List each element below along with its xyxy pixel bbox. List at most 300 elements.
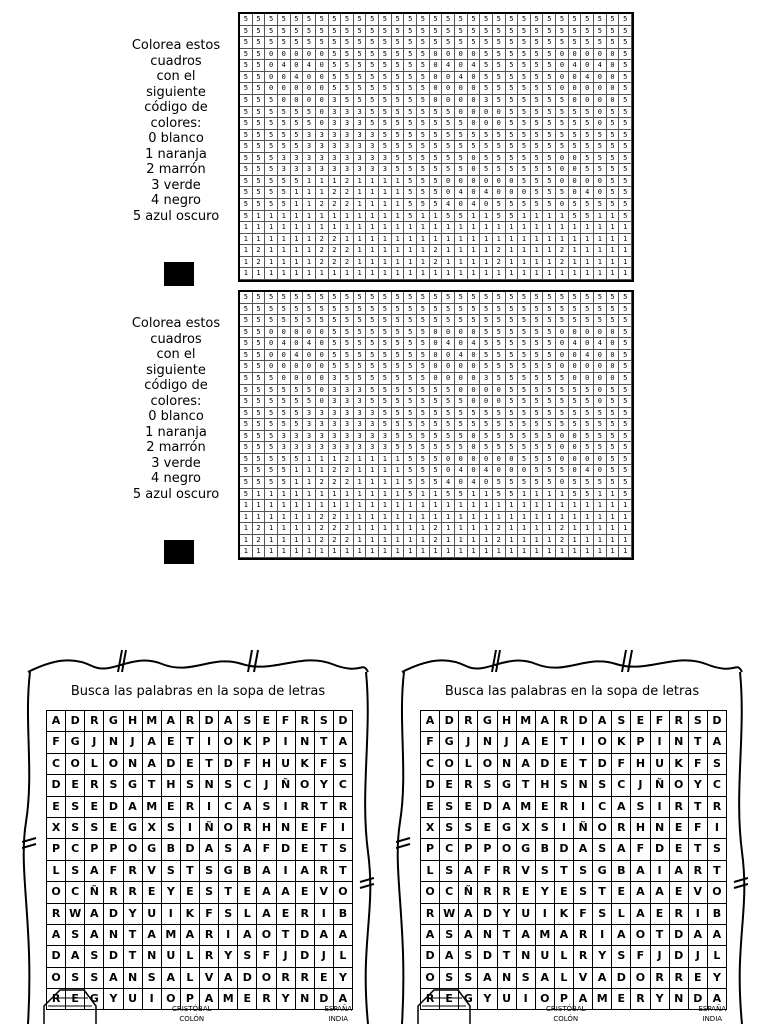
grid-cell: 0 — [518, 465, 531, 477]
letter-cell: Y — [651, 989, 670, 1010]
grid-cell: 5 — [619, 419, 632, 431]
grid-cell: 0 — [556, 72, 569, 84]
letter-cell: S — [536, 818, 555, 839]
letter-cell: R — [296, 711, 315, 732]
color-by-number-panel — [118, 286, 638, 564]
grid-cell: 1 — [543, 211, 556, 223]
grid-cell: 5 — [619, 477, 632, 489]
grid-cell: 5 — [556, 141, 569, 153]
letter-cell: V — [574, 968, 593, 989]
grid-cell: 5 — [253, 408, 266, 420]
letter-cell: O — [334, 882, 353, 903]
grid-cell: 5 — [341, 95, 354, 107]
grid-cell: 0 — [291, 95, 304, 107]
letter-cell: K — [612, 732, 631, 753]
grid-cell: 1 — [543, 500, 556, 512]
grid-cell: 0 — [442, 327, 455, 339]
grid-cell: 5 — [480, 26, 493, 38]
grid-cell: 5 — [253, 465, 266, 477]
grid-cell: 5 — [493, 60, 506, 72]
letter-cell: S — [574, 882, 593, 903]
letter-cell: R — [670, 904, 689, 925]
grid-cell: 4 — [468, 338, 481, 350]
grid-cell: 1 — [354, 211, 367, 223]
grid-cell: 5 — [253, 49, 266, 61]
grid-cell: 5 — [619, 26, 632, 38]
grid-cell: 3 — [379, 164, 392, 176]
color-legend — [118, 38, 234, 224]
letter-row — [47, 904, 353, 925]
grid-cell: 0 — [430, 350, 443, 362]
grid-cell: 5 — [506, 361, 519, 373]
grid-cell: 5 — [278, 176, 291, 188]
letter-cell: A — [334, 989, 353, 1010]
letter-cell: N — [498, 754, 517, 775]
letter-cell: P — [47, 839, 66, 860]
letter-cell: O — [631, 968, 650, 989]
grid-cell: 1 — [442, 245, 455, 257]
grid-cell: 5 — [278, 26, 291, 38]
grid-cell: 5 — [404, 361, 417, 373]
grid-cell: 0 — [556, 327, 569, 339]
letter-cell: P — [181, 989, 200, 1010]
legend-line: 0 blanco — [148, 409, 204, 424]
grid-cell: 5 — [468, 292, 481, 304]
letter-cell: L — [708, 946, 727, 967]
letter-cell: A — [238, 925, 257, 946]
letter-cell: M — [219, 989, 238, 1010]
letter-cell: T — [181, 732, 200, 753]
grid-cell: 5 — [404, 14, 417, 26]
grid-cell: 5 — [366, 304, 379, 316]
letter-cell: E — [651, 904, 670, 925]
letter-cell: S — [66, 925, 85, 946]
letter-cell: Y — [334, 968, 353, 989]
letter-cell: G — [66, 732, 85, 753]
grid-cell: 5 — [506, 26, 519, 38]
grid-cell: 1 — [518, 489, 531, 501]
grid-cell: 5 — [480, 37, 493, 49]
letter-cell: I — [574, 797, 593, 818]
grid-cell: 0 — [569, 442, 582, 454]
letter-cell: T — [517, 775, 536, 796]
grid-cell: 0 — [594, 95, 607, 107]
grid-cell: 3 — [278, 164, 291, 176]
grid-cell: 1 — [556, 268, 569, 280]
grid-cell: 5 — [341, 49, 354, 61]
grid-cell: 5 — [417, 95, 430, 107]
grid-cell: 5 — [506, 327, 519, 339]
grid-cell: 0 — [607, 83, 620, 95]
letter-cell: E — [478, 818, 497, 839]
grid-cell: 1 — [417, 523, 430, 535]
grid-cell: 5 — [379, 72, 392, 84]
grid-cell: 5 — [581, 199, 594, 211]
grid-cell: 1 — [303, 187, 316, 199]
letter-cell: E — [459, 797, 478, 818]
grid-cell: 5 — [253, 431, 266, 443]
grid-cell: 1 — [341, 268, 354, 280]
grid-cell: 5 — [417, 176, 430, 188]
letter-cell: V — [143, 861, 162, 882]
grid-cell: 1 — [265, 234, 278, 246]
grid-cell: 5 — [556, 37, 569, 49]
grid-cell: 4 — [291, 72, 304, 84]
grid-cell: 3 — [354, 442, 367, 454]
grid-cell: 0 — [607, 49, 620, 61]
grid-cell: 5 — [392, 153, 405, 165]
grid-cell: 4 — [581, 465, 594, 477]
grid-cell: 1 — [531, 546, 544, 558]
grid-cell: 0 — [506, 176, 519, 188]
grid-cell: 5 — [366, 396, 379, 408]
legend-line: 1 naranja — [145, 424, 207, 440]
grid-cell: 3 — [341, 408, 354, 420]
grid-cell: 5 — [581, 37, 594, 49]
letter-cell: I — [536, 904, 555, 925]
grid-cell: 1 — [291, 546, 304, 558]
grid-cell: 1 — [354, 465, 367, 477]
letter-cell: T — [124, 946, 143, 967]
grid-cell: 5 — [278, 292, 291, 304]
grid-cell: 5 — [619, 454, 632, 466]
grid-cell: 5 — [417, 431, 430, 443]
grid-cell: 5 — [379, 419, 392, 431]
color-legend — [118, 316, 234, 502]
grid-cell: 5 — [253, 37, 266, 49]
letter-cell: M — [536, 925, 555, 946]
grid-cell: 1 — [392, 245, 405, 257]
grid-cell: 1 — [278, 535, 291, 547]
letter-cell: D — [478, 946, 497, 967]
grid-cell: 5 — [240, 489, 253, 501]
grid-cell: 5 — [607, 292, 620, 304]
letter-cell: S — [612, 711, 631, 732]
grid-cell: 1 — [366, 187, 379, 199]
grid-cell: 1 — [354, 546, 367, 558]
grid-cell: 5 — [543, 385, 556, 397]
grid-cell: 5 — [581, 408, 594, 420]
grid-cell: 1 — [493, 512, 506, 524]
grid-cell: 0 — [468, 164, 481, 176]
grid-cell: 5 — [619, 72, 632, 84]
grid-cell: 0 — [556, 338, 569, 350]
grid-cell: 5 — [455, 315, 468, 327]
grid-cell: 2 — [341, 465, 354, 477]
grid-cell: 0 — [480, 107, 493, 119]
grid-cell: 2 — [341, 523, 354, 535]
word-item: COLÓN — [179, 1015, 205, 1023]
grid-cell: 5 — [417, 338, 430, 350]
letter-cell: D — [478, 797, 497, 818]
grid-cell: 5 — [442, 118, 455, 130]
letter-cell: R — [47, 904, 66, 925]
grid-cell: 1 — [265, 245, 278, 257]
grid-cell: 5 — [253, 14, 266, 26]
grid-cell: 1 — [379, 257, 392, 269]
grid-cell: 3 — [316, 442, 329, 454]
grid-cell: 1 — [366, 546, 379, 558]
grid-cell: 5 — [417, 419, 430, 431]
grid-cell: 5 — [556, 396, 569, 408]
letter-row — [421, 797, 727, 818]
letter-cell: S — [219, 904, 238, 925]
grid-cell: 5 — [480, 315, 493, 327]
grid-cell: 4 — [455, 187, 468, 199]
grid-cell: 5 — [518, 304, 531, 316]
grid-cell: 5 — [506, 107, 519, 119]
grid-cell: 1 — [291, 465, 304, 477]
grid-cell: 0 — [303, 350, 316, 362]
grid-cell: 5 — [240, 373, 253, 385]
grid-cell: 5 — [531, 176, 544, 188]
grid-cell: 5 — [417, 454, 430, 466]
grid-cell: 5 — [240, 37, 253, 49]
grid-cell: 5 — [493, 164, 506, 176]
letter-cell: B — [536, 839, 555, 860]
grid-cell: 1 — [303, 512, 316, 524]
grid-cell: 5 — [594, 153, 607, 165]
grid-cell: 5 — [619, 489, 632, 501]
letter-cell: A — [689, 925, 708, 946]
grid-cell: 1 — [341, 489, 354, 501]
grid-cell: 1 — [329, 500, 342, 512]
grid-cell: 0 — [316, 72, 329, 84]
grid-cell: 1 — [607, 523, 620, 535]
grid-cell: 5 — [607, 408, 620, 420]
grid-cell: 0 — [581, 95, 594, 107]
grid-cell: 1 — [404, 257, 417, 269]
grid-cell: 5 — [366, 95, 379, 107]
grid-cell: 5 — [506, 130, 519, 142]
grid-cell: 1 — [556, 512, 569, 524]
grid-cell: 5 — [379, 49, 392, 61]
grid-cell: 1 — [607, 211, 620, 223]
grid-cell: 5 — [240, 350, 253, 362]
grid-cell: 1 — [341, 211, 354, 223]
grid-cell: 5 — [619, 292, 632, 304]
grid-cell: 5 — [240, 118, 253, 130]
grid-cell: 4 — [442, 199, 455, 211]
letter-cell: M — [517, 711, 536, 732]
grid-cell: 5 — [619, 211, 632, 223]
grid-cell: 5 — [531, 130, 544, 142]
letter-cell: S — [440, 797, 459, 818]
grid-cell: 3 — [329, 442, 342, 454]
grid-cell: 0 — [468, 361, 481, 373]
grid-cell: 5 — [278, 37, 291, 49]
letter-cell: S — [593, 775, 612, 796]
grid-cell: 1 — [417, 535, 430, 547]
grid-cell: 5 — [569, 396, 582, 408]
letter-cell: J — [651, 946, 670, 967]
grid-cell: 0 — [442, 83, 455, 95]
grid-cell: 1 — [594, 523, 607, 535]
letter-cell: E — [181, 882, 200, 903]
grid-cell: 0 — [468, 465, 481, 477]
grid-cell: 5 — [417, 26, 430, 38]
letter-cell: A — [708, 732, 727, 753]
grid-cell: 1 — [278, 245, 291, 257]
grid-cell: 5 — [278, 385, 291, 397]
grid-cell: 5 — [392, 385, 405, 397]
grid-cell: 0 — [569, 187, 582, 199]
grid-cell: 5 — [430, 408, 443, 420]
letter-cell: E — [85, 797, 104, 818]
grid-cell: 5 — [253, 26, 266, 38]
grid-cell: 5 — [392, 141, 405, 153]
grid-cell: 5 — [480, 49, 493, 61]
grid-cell: 1 — [392, 500, 405, 512]
grid-cell: 1 — [455, 512, 468, 524]
grid-cell: 2 — [329, 512, 342, 524]
letter-cell: A — [66, 946, 85, 967]
grid-cell: 1 — [392, 477, 405, 489]
word-item: CRISTÓBAL — [546, 1005, 586, 1013]
grid-cell: 2 — [556, 245, 569, 257]
grid-cell: 5 — [531, 26, 544, 38]
grid-cell: 5 — [291, 176, 304, 188]
letter-cell: A — [536, 711, 555, 732]
grid-cell: 5 — [531, 419, 544, 431]
grid-cell: 5 — [417, 72, 430, 84]
grid-cell: 1 — [316, 187, 329, 199]
grid-cell: 1 — [265, 523, 278, 535]
grid-cell: 5 — [506, 72, 519, 84]
grid-cell: 1 — [480, 234, 493, 246]
grid-cell: 2 — [341, 477, 354, 489]
grid-cell: 4 — [480, 465, 493, 477]
grid-cell: 1 — [417, 268, 430, 280]
grid-cell: 5 — [493, 350, 506, 362]
grid-cell: 5 — [493, 14, 506, 26]
letter-cell: D — [670, 946, 689, 967]
grid-cell: 5 — [240, 153, 253, 165]
grid-cell: 1 — [506, 512, 519, 524]
grid-cell: 5 — [518, 164, 531, 176]
grid-cell: 5 — [354, 361, 367, 373]
grid-cell: 1 — [581, 245, 594, 257]
grid-cell: 5 — [506, 373, 519, 385]
grid-cell: 5 — [404, 373, 417, 385]
grid-cell: 1 — [594, 257, 607, 269]
grid-cell: 1 — [417, 512, 430, 524]
letter-cell: H — [631, 818, 650, 839]
grid-cell: 0 — [468, 442, 481, 454]
letter-cell: A — [143, 754, 162, 775]
grid-cell: 5 — [316, 14, 329, 26]
grid-cell: 5 — [417, 292, 430, 304]
grid-cell: 5 — [518, 327, 531, 339]
grid-cell: 5 — [543, 130, 556, 142]
grid-cell: 1 — [480, 500, 493, 512]
grid-cell: 2 — [556, 523, 569, 535]
letter-row — [421, 775, 727, 796]
grid-cell: 2 — [316, 523, 329, 535]
grid-cell: 5 — [581, 477, 594, 489]
grid-cell: 5 — [581, 164, 594, 176]
letter-cell: R — [631, 989, 650, 1010]
grid-cell: 0 — [430, 373, 443, 385]
word-search-card — [22, 642, 374, 1024]
letter-cell: D — [296, 946, 315, 967]
grid-cell: 5 — [404, 95, 417, 107]
letter-cell: S — [708, 754, 727, 775]
grid-cell: 5 — [417, 187, 430, 199]
grid-cell: 1 — [543, 245, 556, 257]
grid-cell: 1 — [392, 187, 405, 199]
letter-cell: R — [85, 775, 104, 796]
grid-cell: 1 — [531, 211, 544, 223]
grid-cell: 1 — [619, 512, 632, 524]
grid-cell: 5 — [240, 60, 253, 72]
grid-cell: 5 — [240, 385, 253, 397]
grid-cell: 1 — [493, 222, 506, 234]
letter-cell: C — [593, 797, 612, 818]
letter-row — [47, 925, 353, 946]
grid-cell: 1 — [291, 234, 304, 246]
grid-cell: 5 — [442, 304, 455, 316]
letter-cell: F — [421, 732, 440, 753]
grid-cell: 5 — [480, 442, 493, 454]
grid-cell: 5 — [581, 292, 594, 304]
letter-cell: Y — [124, 904, 143, 925]
grid-cell: 5 — [354, 49, 367, 61]
grid-cell: 5 — [253, 338, 266, 350]
letter-cell: G — [440, 732, 459, 753]
grid-cell: 3 — [303, 141, 316, 153]
letter-cell: R — [574, 925, 593, 946]
grid-cell: 5 — [404, 176, 417, 188]
letter-cell: N — [143, 946, 162, 967]
letter-cell: J — [689, 946, 708, 967]
grid-cell: 5 — [341, 292, 354, 304]
letter-cell: M — [162, 925, 181, 946]
letter-cell: A — [517, 925, 536, 946]
grid-cell: 2 — [253, 535, 266, 547]
grid-cell: 1 — [316, 268, 329, 280]
letter-cell: Ñ — [85, 882, 104, 903]
grid-cell: 3 — [354, 164, 367, 176]
grid-cell: 5 — [531, 373, 544, 385]
letter-cell: A — [238, 839, 257, 860]
legend-line: 2 marrón — [146, 440, 206, 455]
grid-cell: 1 — [366, 512, 379, 524]
grid-cell: 5 — [341, 361, 354, 373]
grid-cell: 5 — [278, 141, 291, 153]
grid-cell: 5 — [556, 304, 569, 316]
letter-cell: O — [421, 968, 440, 989]
grid-cell: 0 — [468, 95, 481, 107]
letter-cell: R — [181, 797, 200, 818]
grid-cell: 1 — [392, 211, 405, 223]
grid-cell: 5 — [265, 26, 278, 38]
grid-cell: 5 — [430, 26, 443, 38]
letter-cell: D — [670, 925, 689, 946]
letter-cell: S — [66, 861, 85, 882]
grid-cell: 1 — [455, 523, 468, 535]
letter-cell: L — [181, 946, 200, 967]
grid-cell: 5 — [518, 14, 531, 26]
letter-cell: R — [257, 989, 276, 1010]
grid-cell: 5 — [543, 83, 556, 95]
grid-cell: 5 — [518, 315, 531, 327]
letter-cell: T — [200, 754, 219, 775]
grid-cell: 5 — [531, 37, 544, 49]
grid-cell: 1 — [493, 500, 506, 512]
grid-cell: 5 — [619, 396, 632, 408]
grid-cell: 5 — [404, 107, 417, 119]
